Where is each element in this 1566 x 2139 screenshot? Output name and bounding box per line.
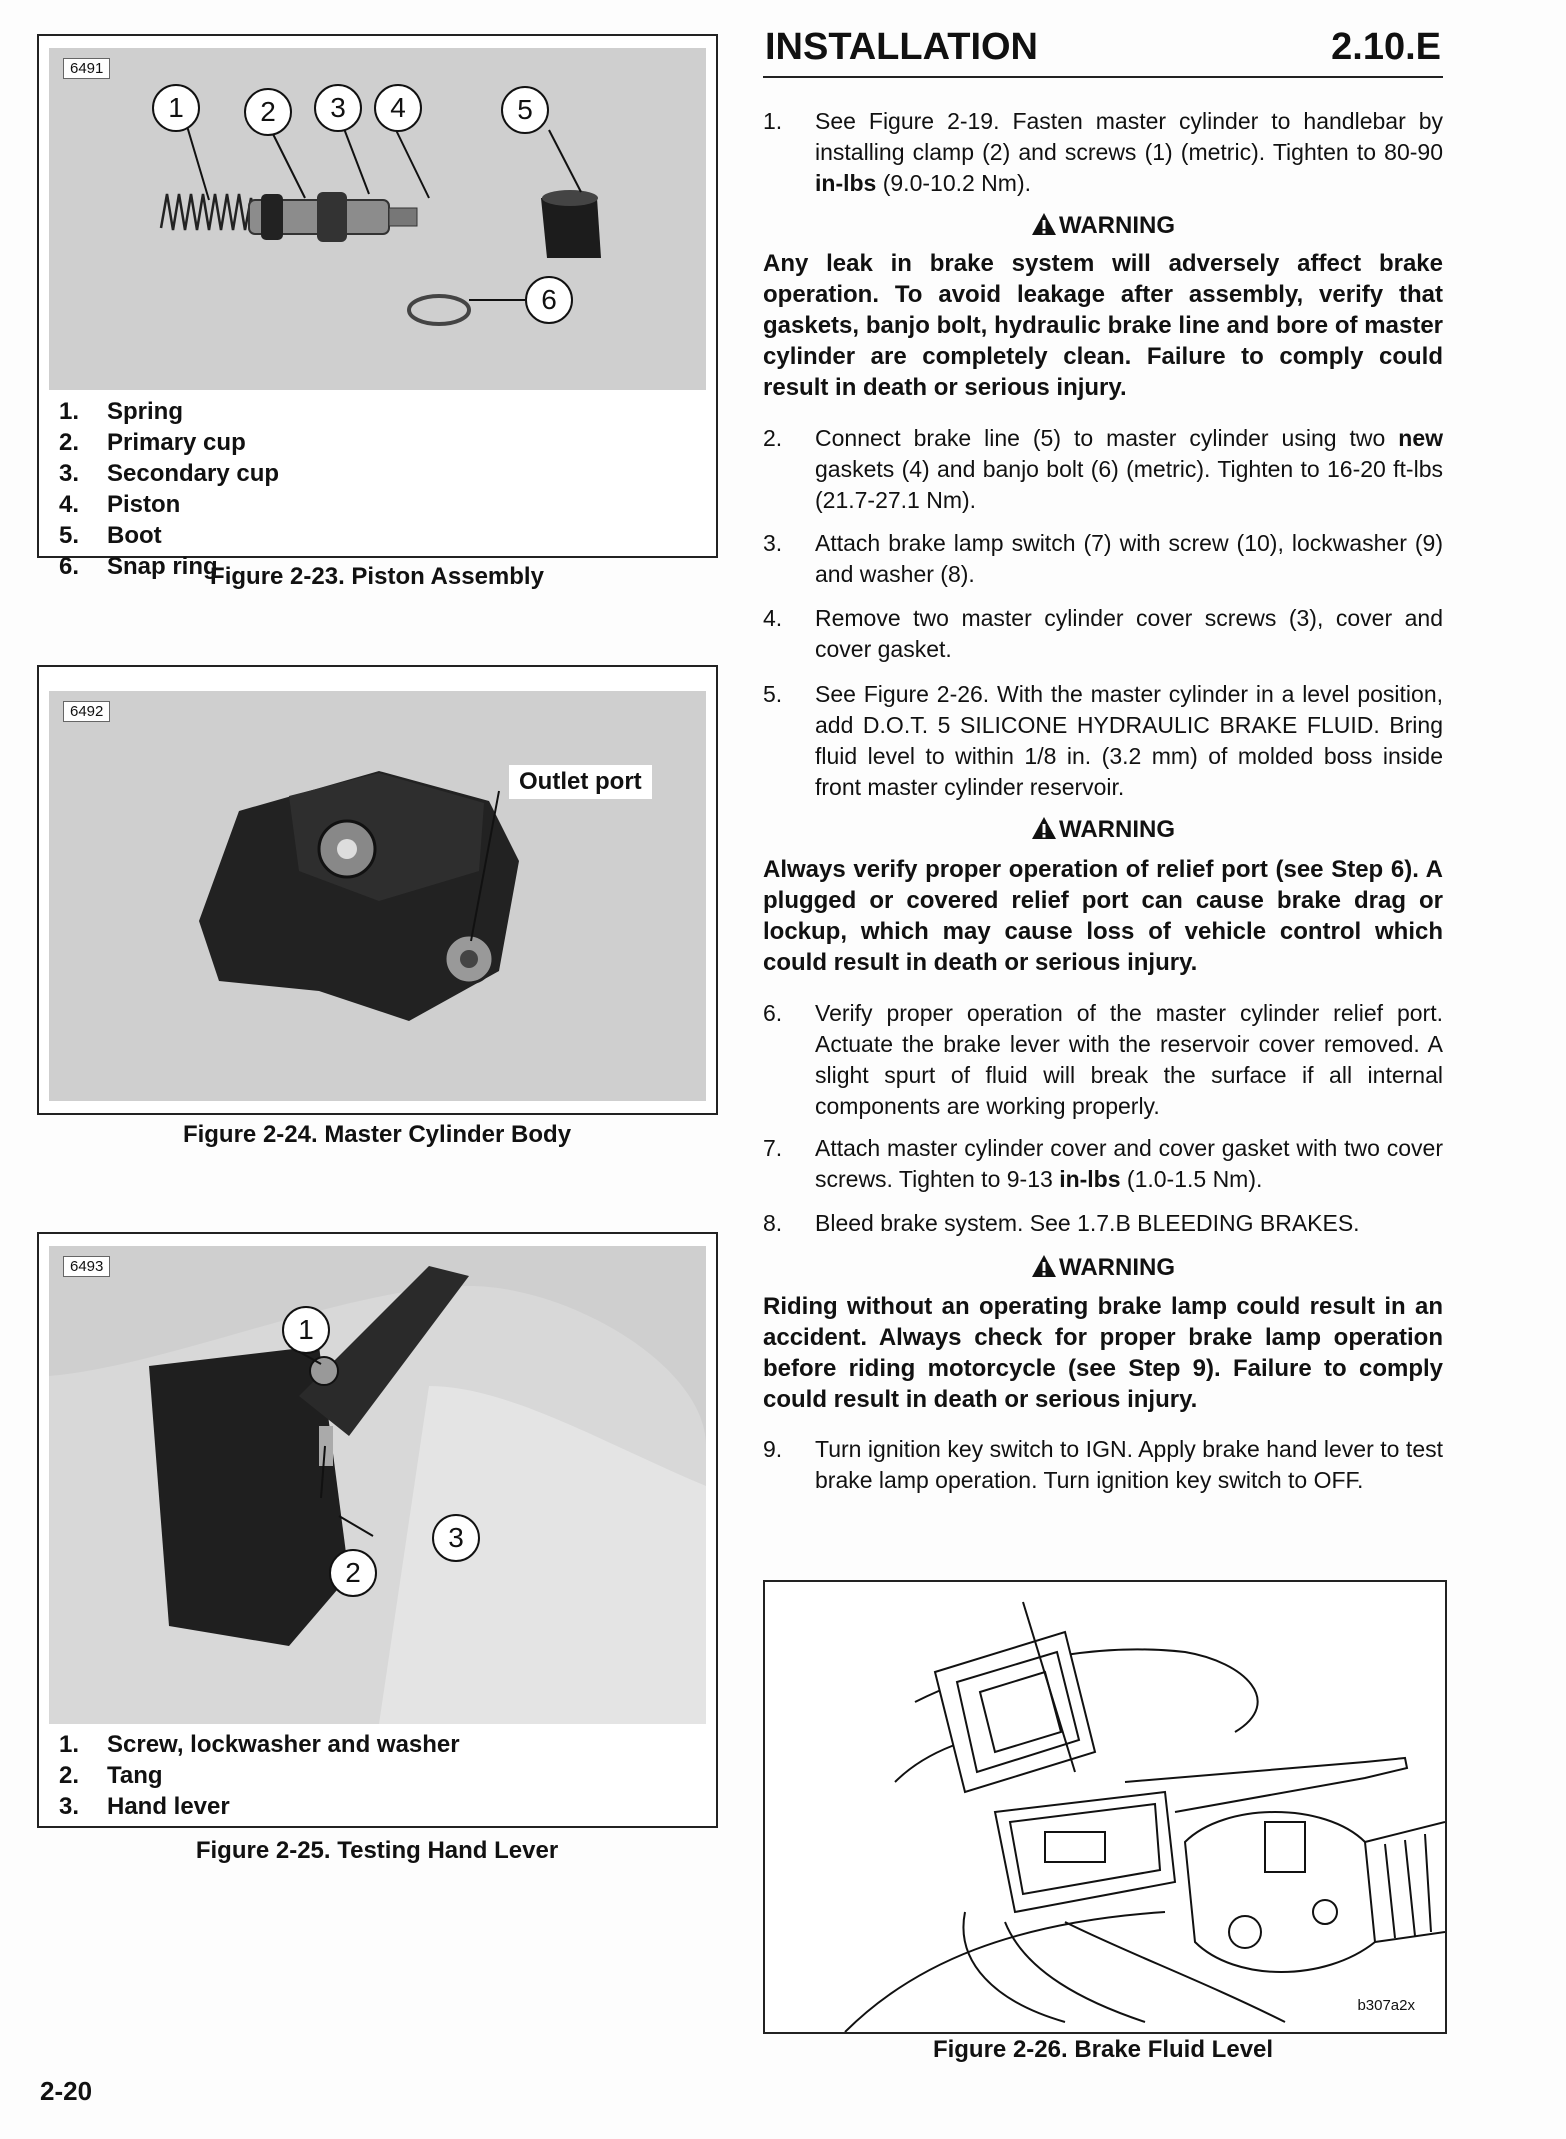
figure-master-cylinder-body xyxy=(37,665,718,1115)
step-6: 6. Verify proper operation of the master cylinder relief port. Actuate the brake lever with the reservoir cover removed. A slight spurt of fluid will break the surface if all internal components are working properly. xyxy=(763,1000,1443,1119)
page-number: 2-20 xyxy=(40,2076,93,2106)
step-2: 2. Connect brake line (5) to master cylinder using two new gaskets (4) and banjo bolt (6) (metric). Tighten to 16-20 ft-lbs (21.7-27.1 Nm). xyxy=(763,425,1443,513)
figure-caption: Figure 2-25. Testing Hand Lever xyxy=(195,1837,559,1864)
warning-heading: WARNING xyxy=(763,212,1443,240)
page-title: INSTALLATION xyxy=(765,26,1038,68)
callout-hand-lever: 3 xyxy=(432,1514,480,1562)
piston-assembly-photo xyxy=(49,48,706,390)
warning-triangle-icon xyxy=(1031,816,1057,840)
warning-text: Any leak in brake system will adversely affect brake operation. To avoid leakage after assembly, verify that gaskets, banjo bolt, hydraulic brake line and bore of master cylinder are completely clean. Failure to comply could result in death or serious injury. xyxy=(763,250,1443,401)
figure-testing-hand-lever xyxy=(37,1232,718,1828)
step-8: 8. Bleed brake system. See 1.7.B BLEEDING BRAKES. xyxy=(763,1210,1360,1236)
step-7: 7. Attach master cylinder cover and cover gasket with two cover screws. Tighten to 9-13 in-lbs (1.0-1.5 Nm). xyxy=(763,1135,1443,1192)
hand-lever-illustration xyxy=(49,1246,706,1724)
legend-item: 4. Piston xyxy=(59,491,181,518)
callout-tang: 2 xyxy=(329,1549,377,1597)
figure-brake-fluid-level xyxy=(763,1580,1447,2034)
outlet-port-label: Outlet port xyxy=(509,765,652,799)
step-1: 1. See Figure 2-19. Fasten master cylinder to handlebar by installing clamp (2) and screws (1) (metric). Tighten to 80-90 in-lbs (9.0-10.2 Nm). xyxy=(763,108,1443,196)
master-cylinder-illustration xyxy=(49,691,706,1101)
step-9: 9. Turn ignition key switch to IGN. Apply brake hand lever to test brake lamp operation. Turn ignition key switch to OFF. xyxy=(763,1436,1443,1493)
step-4: 4. Remove two master cylinder cover screws (3), cover and cover gasket. xyxy=(763,605,1443,662)
figure-caption: Figure 2-26. Brake Fluid Level xyxy=(932,2036,1274,2063)
piston-legend xyxy=(59,396,279,582)
warning-triangle-icon xyxy=(1031,212,1057,236)
callout-spring: 1 xyxy=(152,84,200,132)
section-number: 2.10.E xyxy=(1331,26,1441,68)
legend-item: 3. Hand lever xyxy=(59,1793,230,1820)
legend-item: 1. Screw, lockwasher and washer xyxy=(59,1731,460,1758)
legend-item: 6. Snap ring xyxy=(59,553,218,580)
warning-heading: WARNING xyxy=(763,1254,1443,1282)
drawing-id: b307a2x xyxy=(1357,1997,1415,2014)
hand-lever-photo xyxy=(49,1246,706,1724)
callout-piston: 4 xyxy=(374,84,422,132)
warning-triangle-icon xyxy=(1031,1254,1057,1278)
legend-item: 2. Primary cup xyxy=(59,429,246,456)
master-cylinder-photo xyxy=(49,691,706,1101)
header-rule xyxy=(763,76,1443,78)
step-3: 3. Attach brake lamp switch (7) with screw (10), lockwasher (9) and washer (8). xyxy=(763,530,1443,587)
hand-lever-legend xyxy=(59,1729,460,1822)
legend-item: 5. Boot xyxy=(59,522,162,549)
callout-secondary-cup: 3 xyxy=(314,84,362,132)
legend-item: 2. Tang xyxy=(59,1762,163,1789)
step-5: 5. See Figure 2-26. With the master cylinder in a level position, add D.O.T. 5 SILICONE HYDRAULIC BRAKE FLUID. Bring fluid level to within 1/8 in. (3.2 mm) of molded boss inside front master cylinder reservoir. xyxy=(763,681,1443,800)
figure-caption: Figure 2-24. Master Cylinder Body xyxy=(182,1121,572,1148)
callout-boot: 5 xyxy=(501,86,549,134)
callout-screw: 1 xyxy=(282,1306,330,1354)
figure-id-tag: 6491 xyxy=(63,58,110,79)
legend-item: 3. Secondary cup xyxy=(59,460,280,487)
page-header xyxy=(763,22,1443,78)
callout-primary-cup: 2 xyxy=(244,88,292,136)
callout-snap-ring: 6 xyxy=(525,276,573,324)
figure-caption: Figure 2-23. Piston Assembly xyxy=(210,563,544,590)
figure-id-tag: 6492 xyxy=(63,701,110,722)
legend-item: 1. Spring xyxy=(59,398,183,425)
warning-text: Riding without an operating brake lamp could result in an accident. Always check for proper brake lamp operation before riding motorcycle (see Step 9). Failure to comply could result in death or serious injury. xyxy=(763,1293,1443,1413)
brake-fluid-line-drawing xyxy=(765,1582,1445,2032)
figure-id-tag: 6493 xyxy=(63,1256,110,1277)
warning-text: Always verify proper operation of relief port (see Step 6). A plugged or covered relief port can cause brake drag or lockup, which may cause loss of vehicle control which could result in death or serious injury. xyxy=(763,856,1443,976)
warning-heading: WARNING xyxy=(763,816,1443,844)
